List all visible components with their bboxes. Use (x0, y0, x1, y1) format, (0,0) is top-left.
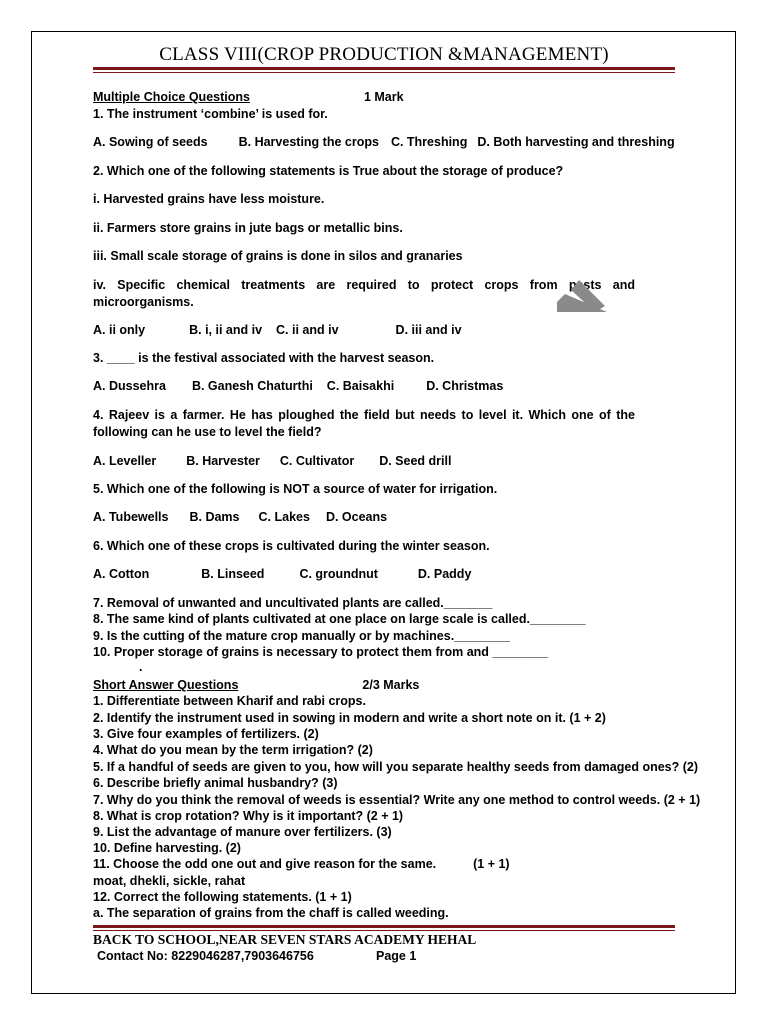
saq-heading: Short Answer Questions (93, 678, 239, 692)
saq-item: 1. Differentiate between Kharif and rabi crops. (93, 694, 366, 708)
option: A. Leveller (93, 454, 157, 468)
option: A. Dussehra (93, 379, 166, 393)
question-9: 9. Is the cutting of the mature crop manually or by machines.________ (93, 629, 510, 643)
option: B. Dams (189, 510, 240, 524)
question-7: 7. Removal of unwanted and uncultivated plants are called._______ (93, 596, 493, 610)
saq-item: 5. If a handful of seeds are given to you, how will you separate healthy seeds from damaged ones? (2) (93, 760, 699, 774)
option: C. Baisakhi (326, 379, 395, 393)
option: B. Linseed (201, 567, 265, 581)
saq-item: moat, dhekli, sickle, rahat (93, 874, 246, 888)
question-1: 1. The instrument ‘combine’ is used for. (93, 107, 328, 121)
option: D. Oceans (325, 510, 388, 524)
option: A. Tubewells (93, 510, 169, 524)
option: C. Threshing (390, 135, 468, 149)
saq-item: 6. Describe briefly animal husbandry? (3) (93, 776, 338, 790)
saq-marks: 2/3 Marks (362, 678, 420, 692)
title-rule (93, 67, 675, 73)
saq-item: 10. Define harvesting. (2) (93, 841, 241, 855)
option: A. Sowing of seeds (93, 135, 208, 149)
option: B. i, ii and iv (189, 323, 263, 337)
option: C. Lakes (258, 510, 310, 524)
mcq-heading-row (93, 90, 404, 105)
option: D. Christmas (426, 379, 504, 393)
saq-item: 8. What is crop rotation? Why is it important? (2 + 1) (93, 809, 404, 823)
saq-item: 2. Identify the instrument used in sowing in modern and write a short note on it. (1 + 2) (93, 711, 606, 725)
saq-item-11-marks: (1 + 1) (473, 857, 510, 871)
option: A. ii only (93, 323, 146, 337)
option: D. iii and iv (395, 323, 462, 337)
page-title: CLASS VIII(CROP PRODUCTION &MANAGEMENT) (159, 44, 609, 65)
option: B. Harvesting the crops (238, 135, 379, 149)
footer-contact-row (97, 949, 417, 963)
question-5: 5. Which one of the following is NOT a source of water for irrigation. (93, 482, 498, 496)
question-1-options (93, 135, 675, 150)
mcq-heading: Multiple Choice Questions (93, 90, 250, 104)
watermark-icon (557, 272, 607, 312)
option: D. Both harvesting and threshing (477, 135, 675, 149)
footer-school: BACK TO SCHOOL,NEAR SEVEN STARS ACADEMY HEHAL (93, 932, 477, 947)
saq-item-11-row (93, 857, 510, 872)
statement-ii: ii. Farmers store grains in jute bags or metallic bins. (93, 221, 403, 235)
question-6: 6. Which one of these crops is cultivated during the winter season. (93, 539, 490, 553)
saq-item: 9. List the advantage of manure over fertilizers. (3) (93, 825, 392, 839)
option: D. Paddy (417, 567, 472, 581)
statement-iii: iii. Small scale storage of grains is done in silos and granaries (93, 249, 463, 263)
option: B. Ganesh Chaturthi (191, 379, 313, 393)
question-5-options (93, 510, 387, 525)
saq-item: 4. What do you mean by the term irrigation? (2) (93, 743, 373, 757)
saq-heading-row (93, 678, 419, 693)
option: B. Harvester (186, 454, 260, 468)
question-3: 3. ____ is the festival associated with the harvest season. (93, 351, 435, 365)
question-10: 10. Proper storage of grains is necessary to protect them from and ________ (93, 645, 549, 659)
statement-iv: iv. Specific chemical treatments are required to protect crops from pests and microorganisms. (93, 278, 635, 309)
question-2: 2. Which one of the following statements is True about the storage of produce? (93, 164, 564, 178)
saq-item: 7. Why do you think the removal of weeds is essential? Write any one method to control weeds. (2 + 1) (93, 793, 701, 807)
footer-rule (93, 925, 675, 931)
option: D. Seed drill (379, 454, 452, 468)
footer-contact: Contact No: 8229046287,7903646756 (97, 949, 314, 963)
option: C. groundnut (299, 567, 378, 581)
saq-item: 11. Choose the odd one out and give reason for the same. (93, 857, 437, 871)
question-6-options (93, 567, 471, 582)
mcq-marks: 1 Mark (363, 90, 404, 104)
stray-dot: . (139, 660, 143, 674)
saq-item: a. The separation of grains from the chaff is called weeding. (93, 906, 449, 920)
question-2-options (93, 323, 462, 338)
saq-item: 3. Give four examples of fertilizers. (2) (93, 727, 319, 741)
page-number: Page 1 (376, 949, 417, 963)
question-3-options (93, 379, 503, 394)
question-8: 8. The same kind of plants cultivated at one place on large scale is called.________ (93, 612, 586, 626)
option: C. ii and iv (276, 323, 339, 337)
statement-i: i. Harvested grains have less moisture. (93, 192, 325, 206)
option: C. Cultivator (279, 454, 355, 468)
question-4: 4. Rajeev is a farmer. He has ploughed the field but needs to level it. Which one of the following can he use to level the field? (93, 408, 635, 439)
saq-item: 12. Correct the following statements. (1 + 1) (93, 890, 352, 904)
question-4-options (93, 454, 451, 469)
option: A. Cotton (93, 567, 150, 581)
